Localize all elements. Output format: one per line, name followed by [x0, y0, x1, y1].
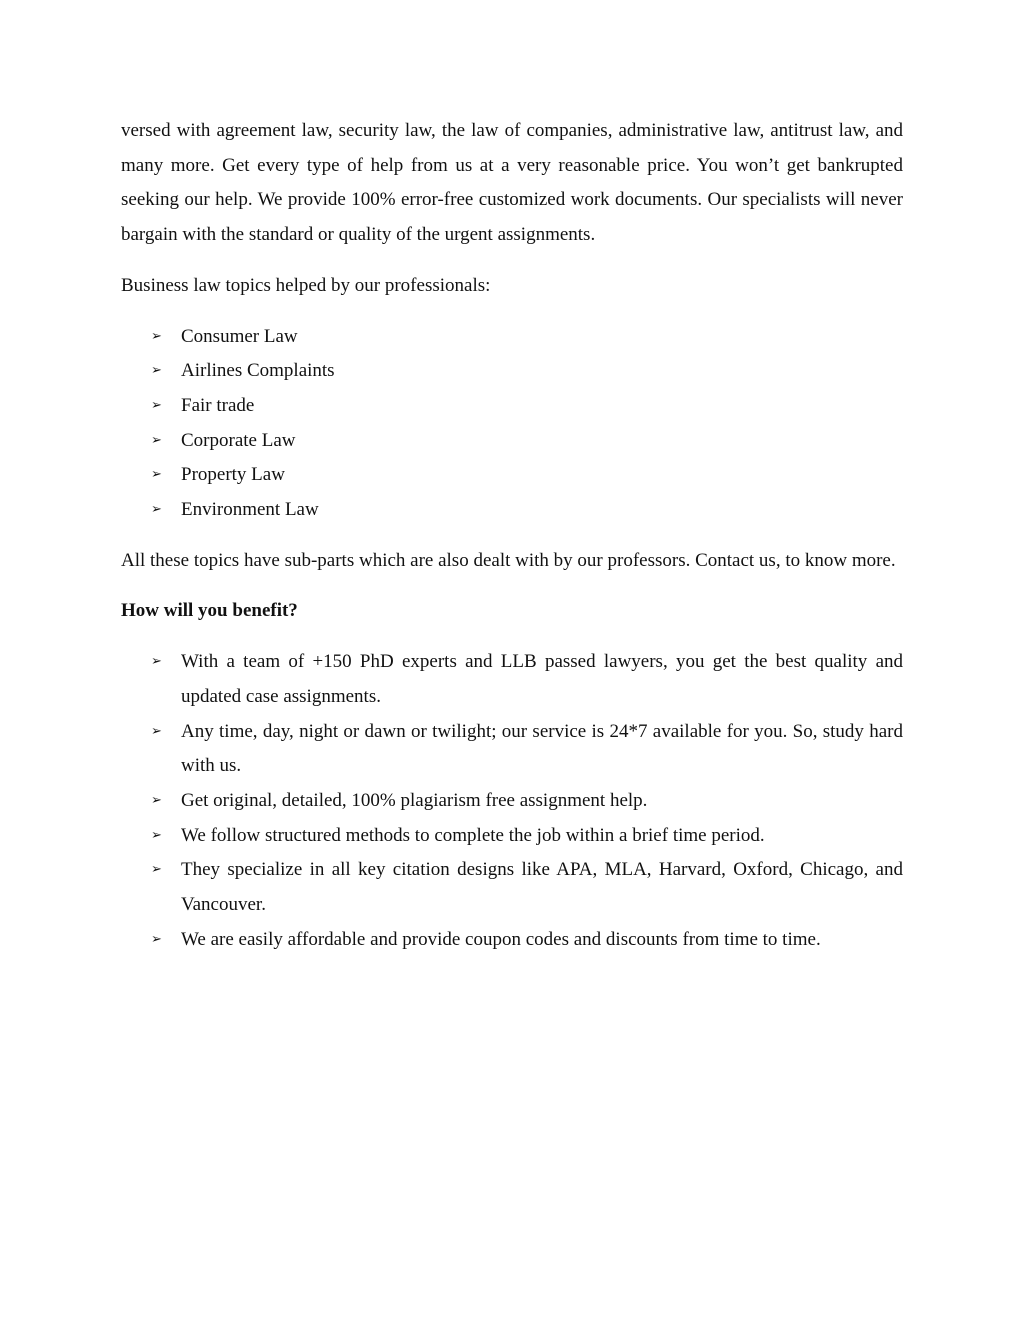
topics-lead-text: Business law topics helped by our professionals:	[121, 274, 491, 296]
intro-paragraph: versed with agreement law, security law, the law of companies, administrative law, antitrust law, and many more. Get every type of help from us at a very reasonable price. You won’t get bankrupted seeking our help. We provide 100% error-free customized work documents. Our specialists will never bargain with the standard or quality of the urgent assignments.	[121, 120, 903, 246]
list-item	[121, 424, 903, 459]
arrowhead-bullet-icon: ➢	[151, 654, 162, 670]
benefit-text: We follow structured methods to complete the job within a brief time period.	[181, 824, 765, 846]
arrowhead-bullet-icon: ➢	[151, 467, 162, 483]
list-item	[121, 715, 903, 784]
list-item	[121, 354, 903, 389]
benefit-text: Get original, detailed, 100% plagiarism free assignment help.	[181, 789, 648, 811]
topic-label: Airlines Complaints	[181, 360, 335, 382]
topic-label: Property Law	[181, 464, 285, 486]
benefit-text: With a team of +150 PhD experts and LLB passed lawyers, you get the best quality and updated case assignments.	[181, 651, 903, 707]
arrowhead-bullet-icon: ➢	[151, 862, 162, 878]
list-item	[121, 819, 903, 854]
arrowhead-bullet-icon: ➢	[151, 432, 162, 448]
topic-label: Corporate Law	[181, 429, 296, 451]
topic-label: Consumer Law	[181, 325, 298, 347]
arrowhead-bullet-icon: ➢	[151, 502, 162, 518]
benefits-heading: How will you benefit?	[121, 600, 298, 622]
arrowhead-bullet-icon: ➢	[151, 931, 162, 947]
topic-label: Environment Law	[181, 499, 319, 521]
benefit-text: They specialize in all key citation designs like APA, MLA, Harvard, Oxford, Chicago, and Vancouver.	[181, 859, 903, 916]
topic-label: Fair trade	[181, 394, 255, 416]
list-item	[121, 320, 903, 355]
arrowhead-bullet-icon: ➢	[151, 827, 162, 843]
benefit-text: We are easily affordable and provide coupon codes and discounts from time to time.	[181, 928, 821, 950]
document-page	[121, 114, 903, 973]
list-item	[121, 493, 903, 528]
arrowhead-bullet-icon: ➢	[151, 792, 162, 808]
list-item	[121, 645, 903, 714]
benefits-list	[121, 645, 903, 957]
subparts-paragraph: All these topics have sub-parts which are also dealt with by our professors. Contact us, to know more.	[121, 549, 896, 571]
arrowhead-bullet-icon: ➢	[151, 363, 162, 379]
list-item	[121, 389, 903, 424]
arrowhead-bullet-icon: ➢	[151, 397, 162, 413]
list-item	[121, 923, 903, 958]
benefit-text: Any time, day, night or dawn or twilight; our service is 24*7 available for you. So, study hard with us.	[181, 720, 903, 777]
list-item	[121, 784, 903, 819]
arrowhead-bullet-icon: ➢	[151, 723, 162, 739]
arrowhead-bullet-icon: ➢	[151, 328, 162, 344]
list-item	[121, 458, 903, 493]
topics-list	[121, 320, 903, 528]
list-item	[121, 853, 903, 922]
